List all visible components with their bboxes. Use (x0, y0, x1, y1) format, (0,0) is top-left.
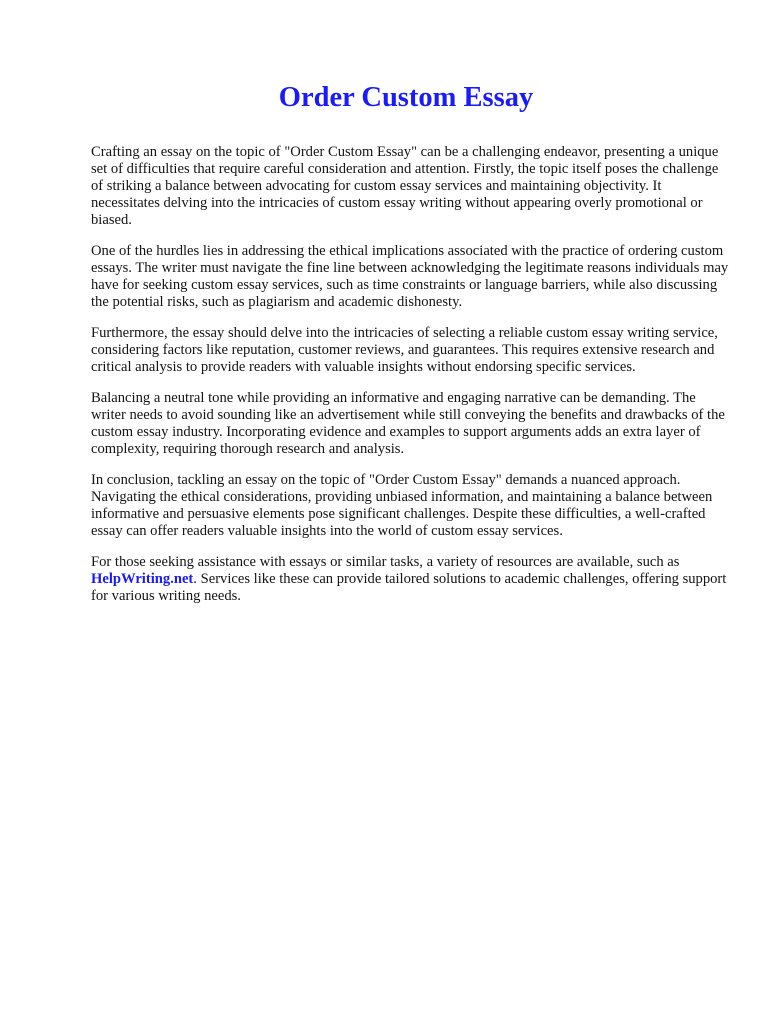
paragraph-6 (91, 554, 731, 605)
paragraph-1: Crafting an essay on the topic of "Order Custom Essay" can be a challenging endeavor, presenting a unique set of difficulties that require careful consideration and attention. Firstly, the topic itself poses the challenge of striking a balance between advocating for custom essay services and maintaining objectivity. It necessitates delving into the intricacies of custom essay writing without appearing overly promotional or biased. (91, 144, 719, 228)
paragraph-6-intro: For those seeking assistance with essays or similar tasks, a variety of resources are available, such as (91, 554, 680, 570)
paragraph-5: In conclusion, tackling an essay on the topic of "Order Custom Essay" demands a nuanced approach. Navigating the ethical considerations, providing unbiased information, and maintaining a balance between informative and persuasive elements pose significant challenges. Despite these difficulties, a well-crafted essay can offer readers valuable insights into the world of custom essay services. (91, 472, 713, 539)
page-title: Order Custom Essay (278, 82, 534, 113)
paragraph-2: One of the hurdles lies in addressing the ethical implications associated with the practice of ordering custom essays. The writer must navigate the fine line between acknowledging the legitimate reasons individuals may have for seeking custom essay services, such as time constraints or language barriers, while also discussing the potential risks, such as plagiarism and academic dishonesty. (91, 243, 729, 310)
helpwriting-link[interactable]: HelpWriting.net (91, 571, 194, 587)
paragraph-3: Furthermore, the essay should delve into the intricacies of selecting a reliable custom essay writing service, considering factors like reputation, customer reviews, and guarantees. This requires extensive research and critical analysis to provide readers with valuable insights without endorsing specific services. (91, 325, 718, 375)
paragraph-6-outro: . Services like these can provide tailored solutions to academic challenges, offering support for various writing needs. (91, 571, 727, 604)
paragraph-4: Balancing a neutral tone while providing an informative and engaging narrative can be demanding. The writer needs to avoid sounding like an advertisement while still conveying the benefits and drawbacks of the custom essay industry. Incorporating evidence and examples to support arguments adds an extra layer of complexity, requiring thorough research and analysis. (91, 390, 725, 457)
essay-body (91, 144, 731, 619)
